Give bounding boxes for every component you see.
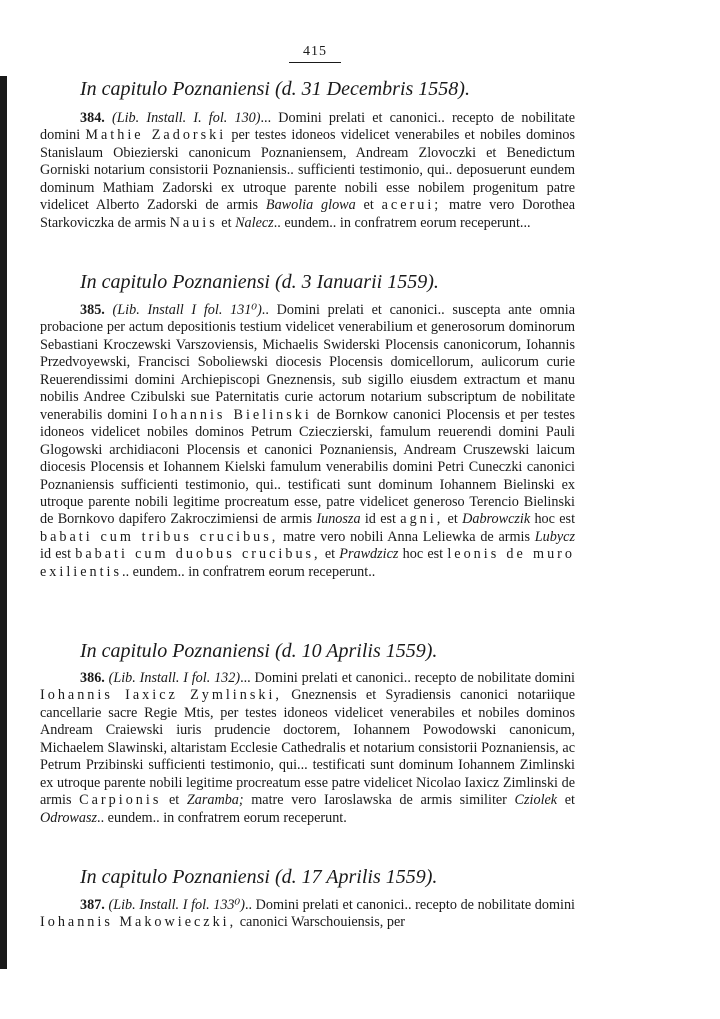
entry-text: et <box>217 214 236 231</box>
entry-text: Gneznensis et Syradiensis canonici notariique cancellarie sacre Regie Mtis, per testes idoneos videlicet venerabiles et nobiles dominos Andream Craiewski iuris prudencie doctorem, Iohannem Powodowski canonicum, Michaelem Slawinski, altaristam Ecclesie Cathedralis et notarium consistorii Poznaniensis, ac Petrum Przibinski sufficienti testimonio, qui... testificati sunt dominum Iohannem Zimlinski ex utroque parente nobili legitime procreatum esse patre videlicet Nicolao Iaxicz Zimlinski de armis <box>40 687 575 809</box>
coat-of-arms-name: Dabrowczik <box>462 511 531 528</box>
entry-text: .. eundem.. in confratrem eorum receperunt... <box>273 214 531 231</box>
entry-385 <box>40 302 575 581</box>
spaced-arms-name: Carpionis <box>79 792 162 809</box>
coat-of-arms-name: Lubycz <box>534 528 575 545</box>
spaced-arms-name: Nauis <box>169 214 218 231</box>
entry-reference: (Lib. Install. I fol. 133⁰) <box>108 897 245 913</box>
entry-heading-384: In capitulo Poznaniensi (d. 31 Decembris 1558). <box>80 78 470 100</box>
entry-text: et <box>320 546 340 563</box>
coat-of-arms-name: Iunosza <box>316 511 361 528</box>
coat-of-arms-name: Odrowasz <box>40 809 98 826</box>
entry-heading-385: In capitulo Poznaniensi (d. 3 Ianuarii 1559). <box>80 271 439 293</box>
entry-heading-386: In capitulo Poznaniensi (d. 10 Aprilis 1559). <box>80 640 438 662</box>
entry-text: matre vero Dorothea Starkoviczka de armis <box>40 197 575 231</box>
spaced-name: Mathie Zadorski <box>85 127 227 144</box>
entry-reference: (Lib. Install I fol. 131⁰) <box>112 302 262 318</box>
entry-number: 387. <box>80 897 105 913</box>
entry-text: canonici Warschouiensis, per <box>236 914 405 931</box>
entry-text: et <box>557 792 575 809</box>
entry-text: et <box>355 197 382 214</box>
spaced-name: Iohannis Iaxicz Zymlinski, <box>40 687 282 704</box>
entry-text: ... Domini prelati et canonici.. recepto de nobilitate domini <box>40 110 575 144</box>
entry-text: ... Domini prelati et canonici.. recepto de nobilitate domini <box>240 670 575 686</box>
entry-text: .. eundem.. in confratrem eorum receperunt.. <box>122 563 376 580</box>
coat-of-arms-name: Zaramba; <box>186 792 244 809</box>
entry-heading-387: In capitulo Poznaniensi (d. 17 Aprilis 1559). <box>80 866 438 888</box>
entry-387 <box>40 897 575 932</box>
entry-384 <box>40 110 575 232</box>
spaced-blazon: babati cum duobus crucibus, <box>75 546 321 563</box>
entry-text: hoc est <box>398 546 448 563</box>
coat-of-arms-name: Bawolia glowa <box>265 197 356 214</box>
entry-number: 386. <box>80 670 105 686</box>
page-number: 415 <box>303 44 327 59</box>
entry-text: id est <box>360 511 401 528</box>
entry-text: et <box>443 511 463 528</box>
coat-of-arms-name: Prawdzicz <box>339 546 399 563</box>
entry-number: 384. <box>80 110 105 126</box>
scan-edge-shadow <box>0 76 7 969</box>
spaced-blazon: agni, <box>400 511 444 528</box>
entry-text: et <box>161 792 187 809</box>
entry-reference: (Lib. Install. I. fol. 130) <box>112 110 261 126</box>
entry-text: .. Domini prelati et canonici.. recepto de nobilitate domini <box>244 897 576 913</box>
spaced-blazon: babati cum tribus crucibus, <box>40 528 279 545</box>
spaced-arms-name: acerui; <box>381 197 442 214</box>
entry-reference: (Lib. Install. I fol. 132) <box>108 670 241 686</box>
entry-text: per testes idoneos videlicet venerabiles et nobiles dominos Stanislaum Obiezierski canonicum Poznaniensem, Andream Zlovoczki et Benedictum Gorniski notarium consistorii Poznaniensis.. sufficienti testimonio, qui.. deposuerunt eundem dominum Mathiam Zadorski ex utroque parente nobili esse nobilem progenitum patre videlicet Alberto Zadorski de armis <box>40 127 576 214</box>
entry-text: id est <box>40 546 76 563</box>
entry-text: hoc est <box>530 511 576 528</box>
coat-of-arms-name: Cziolek <box>514 792 558 809</box>
spaced-blazon: leonis de muro exilientis <box>40 546 575 580</box>
spaced-name: Iohannis Makowieczki, <box>40 914 237 931</box>
entry-text: matre vero nobili Anna Leliewka de armis <box>278 528 535 545</box>
entry-text: .. Domini prelati et canonici.. suscepta ante omnia probacione per actum depositionis testium videlicet venerabilium et generosorum dominorum Sebastiani Kroczewski Varszoviensis, Michaelis Swiderski Plocensis canonicorum, Iohannis Przedvoyewski, Francisci Soboliewski diocesis Plocensis domicellorum, aulicorum curie Reuerendissimi domini Archiepiscopi Gneznensis, sub sigillo eiusdem extractum et manu nobilis Andree Czibulski sue Paternitatis curie actorum notarium subscriptum de nobilitate venerabilis domini <box>40 302 576 423</box>
entry-number: 385. <box>80 302 105 318</box>
entry-text: de Bornkow canonici Plocensis et per testes idoneos videlicet nobiles dominos Petrum Czieczierski, famulum reuerendi domini Pauli Glogowski archidiaconi Plocensis et canonici Poznaniensis, Andream Cruszewski laicum diocesis Plocensis et Iohannem Kielski famulum venerabilis domini Petri Cuneczki canonici Poznaniensis sufficienti testimonio, qui.. testificati sunt dominum Iohannem Bielinski ex utroque parente nobili legitime procreatum esse, patre videlicet generoso Terencio Bielinski de Bornkovo dapifero Zakroczimiensi de armis <box>40 406 575 528</box>
entry-text: .. eundem.. in confratrem eorum receperunt. <box>97 809 347 826</box>
coat-of-arms-name: Nalecz <box>235 214 274 231</box>
entry-386 <box>40 670 575 827</box>
entry-text: matre vero Iaroslawska de armis similiter <box>243 792 515 809</box>
spaced-name: Iohannis Bielinski <box>152 406 312 423</box>
page-number-rule <box>289 62 341 63</box>
